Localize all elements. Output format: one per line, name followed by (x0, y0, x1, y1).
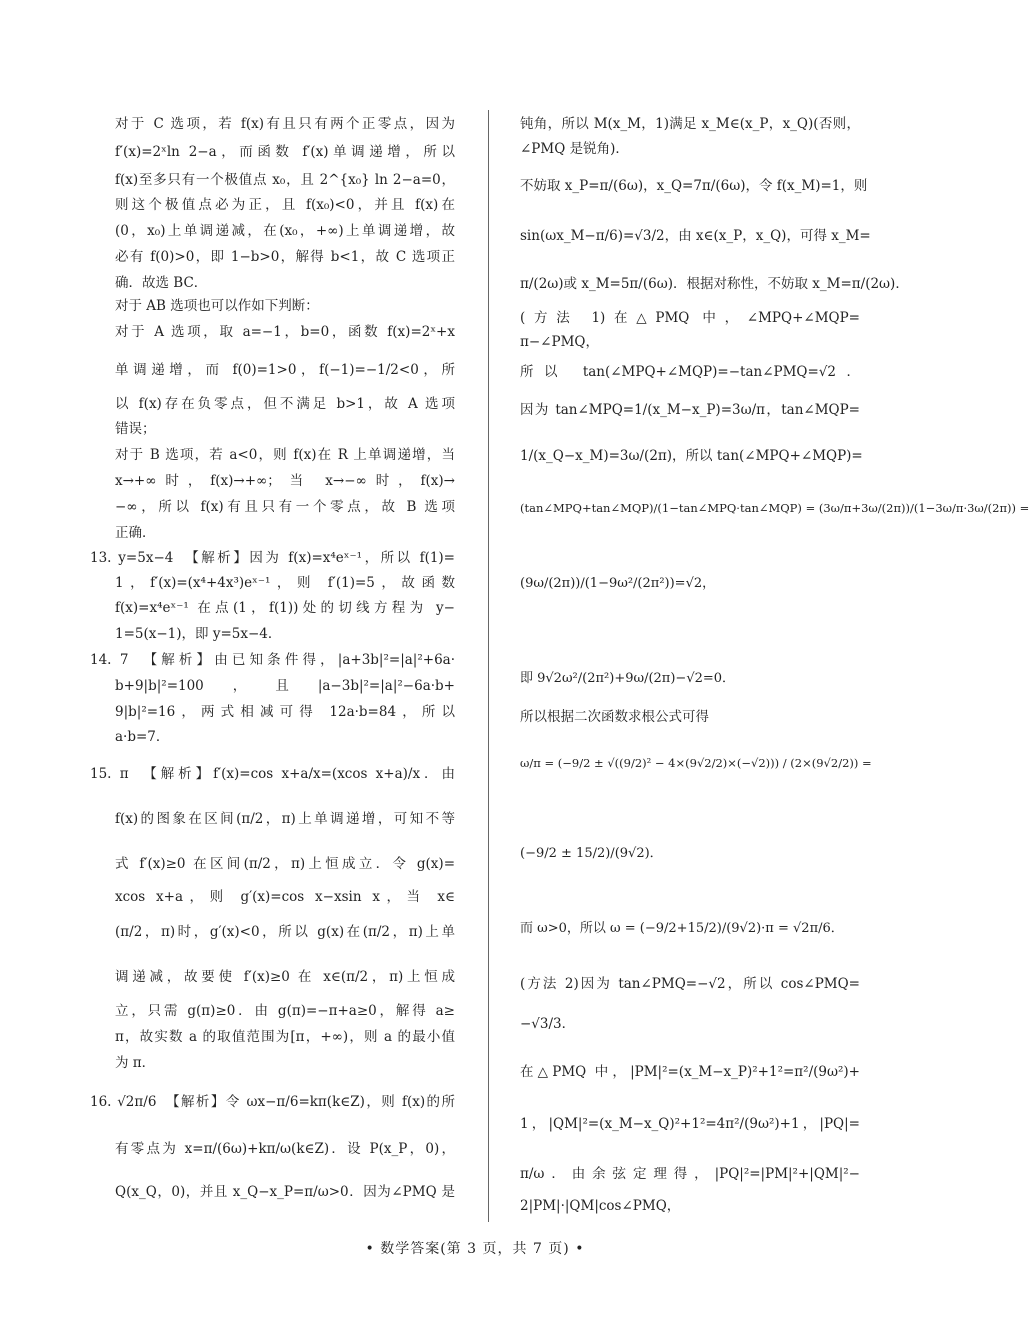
text-line: 调递减，故要使 f′(x)≥0 在 x∈(π/2，π)上恒成 (115, 969, 455, 985)
text-line: 不妨取 x_P=π/(6ω)，x_Q=7π/(6ω)，令 f(x_M)=1，则 (520, 178, 868, 194)
text-line: sin(ωx_M−π/6)=√3/2，由 x∈(x_P，x_Q)，可得 x_M= (520, 228, 871, 244)
text-line: (π/2，π)时，g′(x)<0，所以 g(x)在(π/2，π)上单 (115, 924, 455, 940)
text-line: −∞，所以 f(x)有且只有一个零点，故 B 选项 (115, 499, 455, 515)
answer-14-line: 14. 7 【解析】由已知条件得，|a+3b|²=|a|²+6a· (90, 652, 455, 668)
text-line: f(x)至多只有一个极值点 x₀，且 2^{x₀} ln 2−a=0， (115, 172, 455, 188)
text-line: 所以根据二次函数求根公式可得 (520, 709, 709, 725)
equation-quadratic: 即 9√2ω²/(2π²)+9ω/(2π)−√2=0． (520, 671, 736, 686)
text-line: 1，f′(x)=(x⁴+4x³)eˣ⁻¹，则 f′(1)=5，故函数 (115, 575, 455, 591)
answer-15-line: 15. π 【解析】f′(x)=cos x+a/x=(xcos x+a)/x．由 (90, 766, 455, 782)
text-line: x→+∞时，f(x)→+∞；当 x→−∞时，f(x)→ (115, 473, 455, 489)
text-line: ∠PMQ 是锐角)． (520, 141, 629, 157)
text-line: xcos x+a，则 g′(x)=cos x−xsin x，当 x∈ (115, 889, 455, 905)
text-line: (0，x₀)上单调递减，在(x₀，+∞)上单调递增，故 (115, 223, 455, 239)
text-line: (方法 2)因为 tan∠PMQ=−√2，所以 cos∠PMQ= (520, 976, 860, 992)
text-line: 则这个极值点必为正，且 f(x₀)<0，并且 f(x)在 (115, 197, 455, 213)
text-line: 对于 A 选项，取 a=−1，b=0，函数 f(x)=2ˣ+x (115, 324, 455, 340)
text-line: π/(2ω)或 x_M=5π/(6ω)．根据对称性，不妨取 x_M=π/(2ω)． (520, 276, 909, 292)
page-footer: • 数学答案(第 3 页，共 7 页) • (365, 1241, 585, 1257)
text-line: b+9|b|²=100，且|a−3b|²=|a|²−6a·b+ (115, 678, 455, 694)
text-line: 确．故选 BC． (115, 275, 208, 291)
text-line: 对于 C 选项，若 f(x)有且只有两个正零点，因为 (115, 116, 455, 132)
text-line: 以 f(x)存在负零点，但不满足 b>1，故 A 选项 (115, 396, 455, 412)
equation-root-formula: ω/π = (−9/2 ± √((9/2)² − 4×(9√2/2)×(−√2))) / (2×(9√2/2)) = (520, 756, 872, 770)
text-line: 在△PMQ 中，|PM|²=(x_M−x_P)²+1²=π²/(9ω²)+ (520, 1064, 860, 1080)
text-line: π，故实数 a 的取值范围为[π，+∞)，则 a 的最小值 (115, 1029, 455, 1045)
text-line: 错误； (115, 421, 156, 437)
text-line: 式 f′(x)≥0 在区间(π/2，π)上恒成立．令 g(x)= (115, 856, 455, 872)
text-line: 2|PM|·|QM|cos∠PMQ， (520, 1198, 681, 1214)
text-line: f′(x)=2ˣln 2−a，而函数 f′(x)单调递增，所以 (115, 144, 455, 160)
equation-omega: 而 ω>0，所以 ω = (−9/2+15/2)/(9√2)·π = √2π/6． (520, 921, 844, 936)
text-line: π−∠PMQ， (520, 334, 599, 350)
text-line: 必有 f(0)>0，即 1−b>0，解得 b<1，故 C 选项正 (115, 249, 455, 265)
text-line: 1，|QM|²=(x_M−x_Q)²+1²=4π²/(9ω²)+1，|PQ|= (520, 1116, 860, 1132)
text-line: Q(x_Q，0)，并且 x_Q−x_P=π/ω>0．因为∠PMQ 是 (115, 1184, 455, 1200)
text-line: 有零点为 x=π/(6ω)+kπ/ω(k∈Z)．设 P(x_P，0)， (115, 1141, 455, 1157)
text-line: 立，只需 g(π)≥0．由 g(π)=−π+a≥0，解得 a≥ (115, 1003, 455, 1019)
text-line: a·b=7． (115, 729, 170, 745)
equation-tan-sum: (tan∠MPQ+tan∠MQP)/(1−tan∠MPQ·tan∠MQP) = (3ω/π+3ω/(2π))/(1−3ω/π·3ω/(2π)) = (520, 501, 1029, 515)
text-line: 所以 tan(∠MPQ+∠MQP)=−tan∠PMQ=√2． (520, 364, 860, 380)
text-line: 1/(x_Q−x_M)=3ω/(2π)，所以 tan(∠MPQ+∠MQP)= (520, 448, 863, 464)
text-line: 对于 AB 选项也可以作如下判断： (115, 298, 319, 314)
text-line: 因为 tan∠MPQ=1/(x_M−x_P)=3ω/π，tan∠MQP= (520, 402, 860, 418)
text-line: (方法 1)在△PMQ 中，∠MPQ+∠MQP= (520, 310, 860, 326)
text-line: 对于 B 选项，若 a<0，则 f(x)在 R 上单调递增，当 (115, 447, 455, 463)
text-line: π/ω．由余弦定理得，|PQ|²=|PM|²+|QM|²− (520, 1166, 860, 1182)
text-line: f(x)=x⁴eˣ⁻¹ 在点(1，f(1))处的切线方程为 y− (115, 600, 455, 616)
answer-16-line: 16. √2π/6 【解析】令 ωx−π/6=kπ(k∈Z)，则 f(x)的所 (90, 1094, 455, 1110)
text-line: 单调递增，而 f(0)=1>0，f(−1)=−1/2<0，所 (115, 362, 455, 378)
text-line: 正确． (115, 525, 156, 541)
answer-13-line: 13. y=5x−4 【解析】因为 f(x)=x⁴eˣ⁻¹，所以 f(1)= (90, 550, 455, 566)
text-line: −√3/3． (520, 1016, 576, 1032)
text-line: f(x)的图象在区间(π/2，π)上单调递增，可知不等 (115, 811, 455, 827)
column-divider (488, 110, 489, 1222)
text-line: 钝角，所以 M(x_M，1)满足 x_M∈(x_P，x_Q)(否则， (520, 116, 860, 132)
equation-roots: (−9/2 ± 15/2)/(9√2)． (520, 846, 663, 861)
text-line: 为 π． (115, 1055, 156, 1071)
text-line: 1=5(x−1)，即 y=5x−4． (115, 626, 282, 642)
equation-fraction: (9ω/(2π))/(1−9ω²/(2π²))=√2， (520, 576, 716, 591)
text-line: 9|b|²=16，两式相减可得 12a·b=84，所以 (115, 704, 455, 720)
